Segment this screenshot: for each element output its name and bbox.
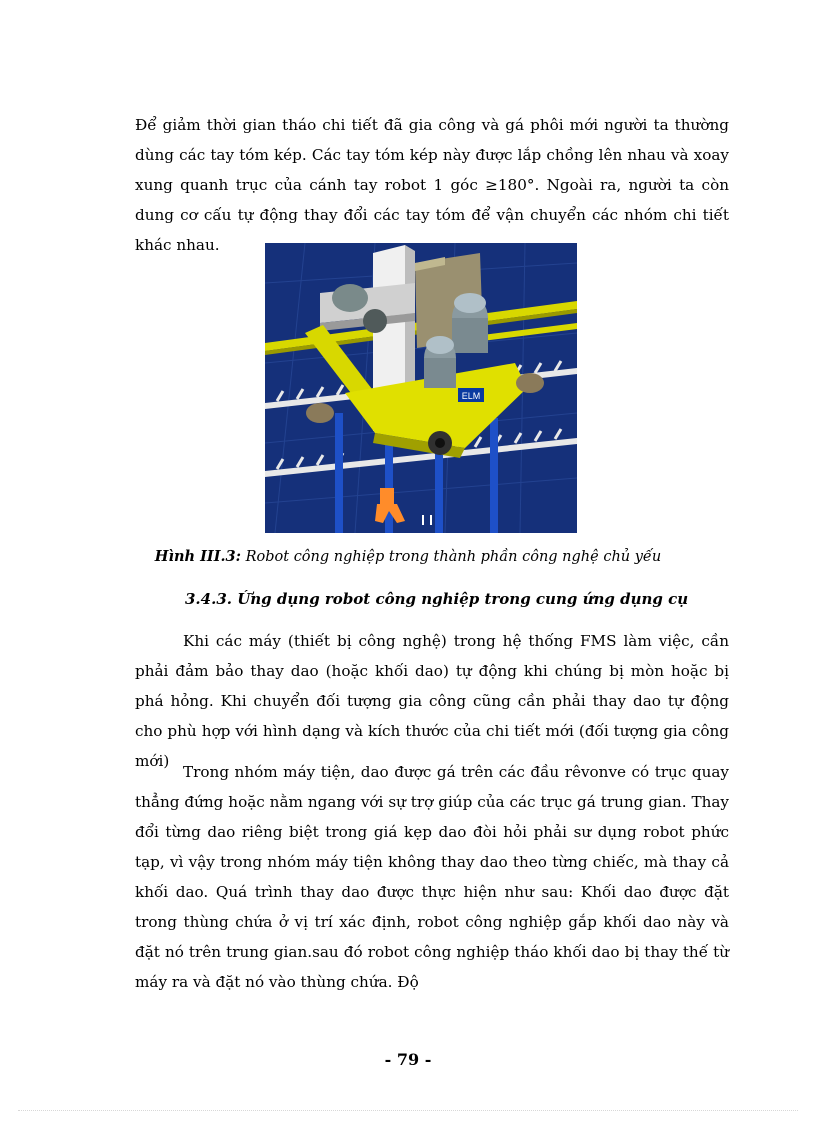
page-number: - 79 -: [384, 1050, 432, 1069]
caption-label: Hình III.3:: [154, 548, 241, 565]
page-bottom-border: [18, 1110, 798, 1111]
elm-logo: ELM: [461, 391, 481, 401]
caption-text: Robot công nghiệp trong thành phần công nghệ chủ yếu: [245, 549, 662, 565]
section-heading: 3.4.3. Ứng dụng robot công nghiệp trong cung ứng dụng cụ: [185, 590, 689, 608]
paragraph-2: Khi các máy (thiết bị công nghệ) trong hệ thống FMS làm việc, cần phải đảm bảo thay dao (hoặc khối dao) tự động khi chúng bị mòn hoặc bị phá hỏng. Khi chuyển đối tượng gia công cũng cần phải thay dao tự động cho phù hợp với hình dạng và kích thước của chi tiết mới (đối tượng gia công mới): [135, 632, 729, 770]
paragraph-1: Để giảm thời gian tháo chi tiết đã gia công và gá phôi mới người ta thường dùng các tay tóm kép. Các tay tóm kép này được lắp chồng lên nhau và xoay xung quanh trục của cánh tay robot 1 góc ≥180°. Ngoài ra, người ta còn dung cơ cấu tự động thay đổi các tay tóm để vận chuyển các nhóm chi tiết khác nhau.: [135, 116, 729, 254]
paragraph-3: Trong nhóm máy tiện, dao được gá trên các đầu rêvonve có trục quay thẳng đứng hoặc nằm ngang với sự trợ giúp của các trục gá trung gian. Thay đổi từng dao riêng biệt trong giá kẹp dao đòi hỏi phải sư dụng robot phức tạp, vì vậy trong nhóm máy tiện không thay dao theo từng chiếc, mà thay cả khối dao. Quá trình thay dao được thực hiện như sau: Khối dao được đặt trong thùng chứa ở vị trí xác định, robot công nghiệp gắp khối dao này và đặt nó trên trung gian.sau đó robot công nghiệp tháo khối dao bị thay thế từ máy ra và đặt nó vào thùng chứa. Độ: [135, 763, 729, 991]
robot-figure: [265, 243, 577, 533]
figure-caption: [0, 548, 816, 565]
